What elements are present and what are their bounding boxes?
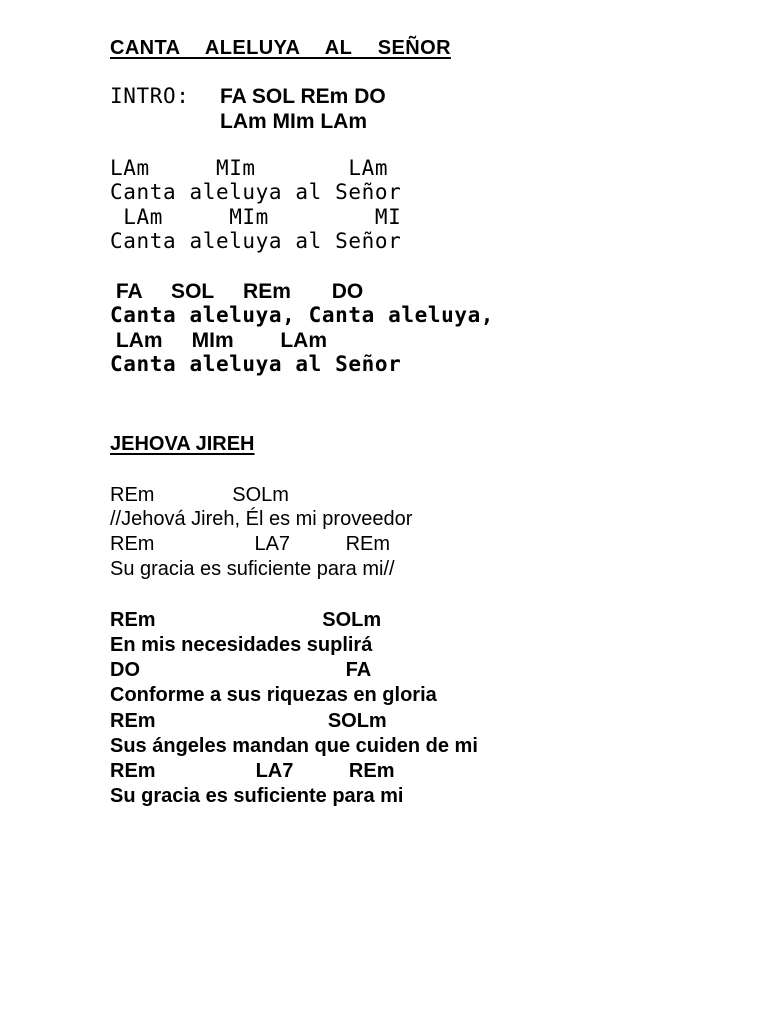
chorus-chord-line: LAm MIm LAm bbox=[110, 329, 328, 352]
chord-line: LAm MIm MI bbox=[110, 205, 402, 229]
chorus-chord-line: REm SOLm bbox=[110, 710, 387, 732]
chorus-lyric-line: Canta aleluya al Señor bbox=[110, 352, 402, 376]
lyric-line: Canta aleluya al Señor bbox=[110, 180, 402, 204]
song-title-jehova-jireh: JEHOVA JIREH bbox=[110, 433, 255, 455]
chorus-lyric-line: Sus ángeles mandan que cuiden de mi bbox=[110, 735, 478, 757]
chord-line: LAm MIm LAm bbox=[110, 156, 389, 180]
chorus-lyric-line: En mis necesidades suplirá bbox=[110, 634, 373, 656]
chorus-lyric-line: Su gracia es suficiente para mi bbox=[110, 785, 404, 807]
verse-lyric-line: Su gracia es suficiente para mi// bbox=[110, 558, 395, 580]
verse-lyric-line: //Jehová Jireh, Él es mi proveedor bbox=[110, 508, 413, 530]
intro-chords-line-1: FA SOL REm DO bbox=[220, 85, 386, 108]
song-title-canta-aleluya: CANTA ALELUYA AL SEÑOR bbox=[110, 37, 451, 59]
chorus-chord-line: REm SOLm bbox=[110, 609, 382, 631]
verse-chord-line: REm LA7 REm bbox=[110, 533, 391, 555]
lyric-line: Canta aleluya al Señor bbox=[110, 229, 402, 253]
intro-chords-line-2: LAm MIm LAm bbox=[220, 110, 367, 133]
intro-label: INTRO: bbox=[110, 84, 190, 108]
verse-chord-line: REm SOLm bbox=[110, 484, 289, 506]
chorus-chord-line: REm LA7 REm bbox=[110, 760, 395, 782]
chorus-chord-line: FA SOL REm DO bbox=[110, 280, 364, 303]
chorus-chord-line: DO FA bbox=[110, 659, 372, 681]
chorus-lyric-line: Canta aleluya, Canta aleluya, bbox=[110, 303, 495, 327]
chorus-lyric-line: Conforme a sus riquezas en gloria bbox=[110, 684, 437, 706]
